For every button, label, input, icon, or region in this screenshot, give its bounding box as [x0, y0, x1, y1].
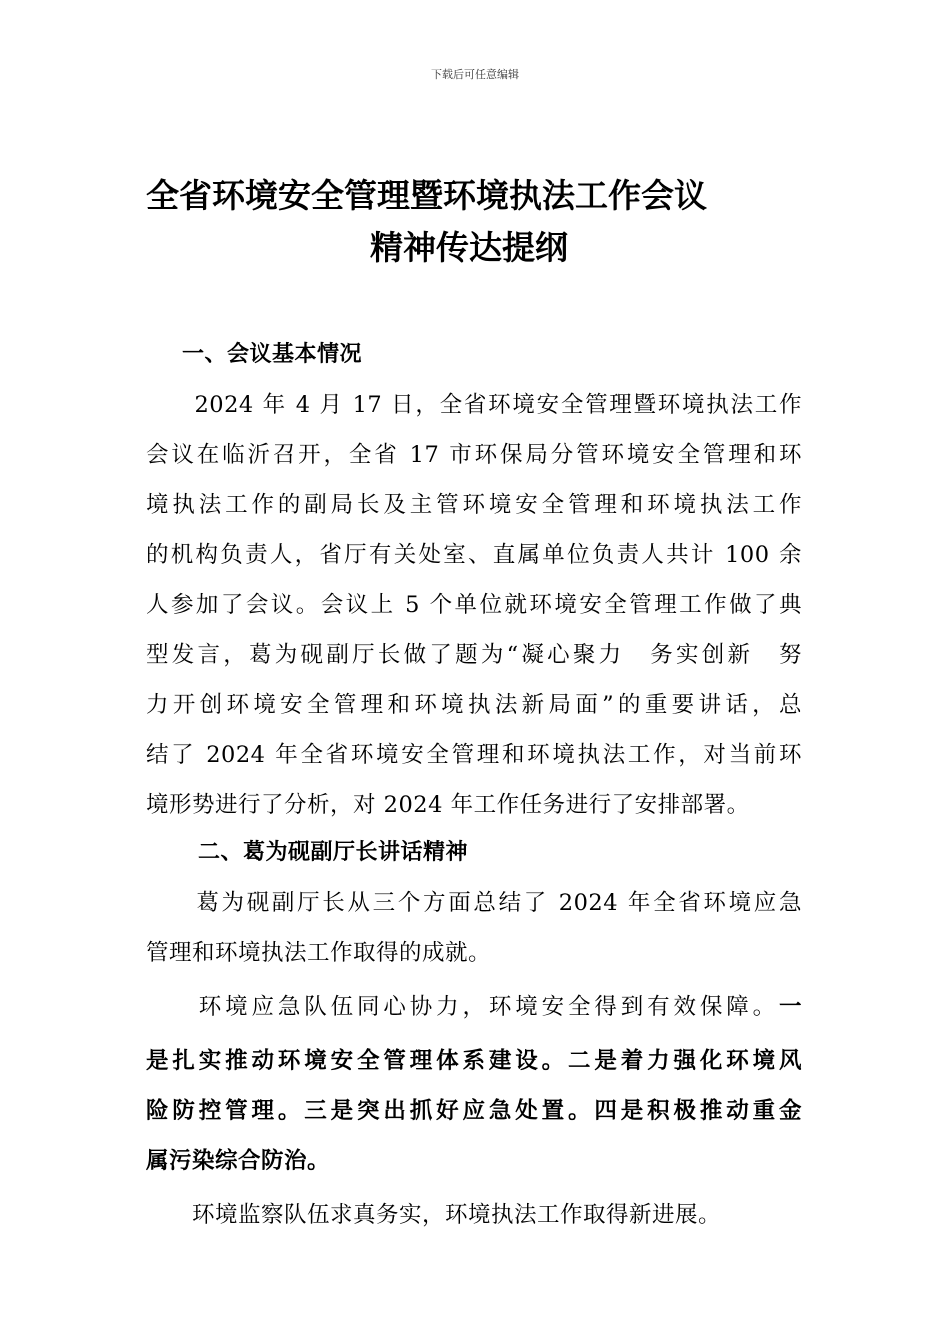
- section2: [146, 828, 802, 1244]
- paragraph-line: 结了 2024 年全省环境安全管理和环境执法工作，对当前环: [146, 742, 802, 768]
- paragraph-line: 型发言，葛为砚副厅长做了题为“凝心聚力 务实创新 努: [146, 642, 802, 668]
- paragraph-line: 2024 年 4 月 17 日，全省环境安全管理暨环境执法工作: [146, 392, 802, 418]
- paragraph-line: 人参加了会议。会议上 5 个单位就环境安全管理工作做了典: [146, 592, 802, 618]
- document-title-line1: 全省环境安全管理暨环境执法工作会议: [146, 176, 707, 215]
- bold-paragraph-line: 是扎实推动环境安全管理体系建设。二是着力强化环境风: [146, 1048, 802, 1074]
- paragraph-line: 境执法工作的副局长及主管环境安全管理和环境执法工作: [146, 492, 802, 518]
- section1-heading: 一、会议基本情况: [182, 342, 363, 367]
- document-title-line2: 精神传达提纲: [370, 228, 568, 267]
- paragraph-line: [146, 978, 802, 1036]
- paragraph-line: 力开创环境安全管理和环境执法新局面”的重要讲话，总: [146, 692, 802, 718]
- paragraph-line: 环境监察队伍求真务实，环境执法工作取得新进展。: [146, 1202, 722, 1228]
- paragraph-line: 境形势进行了分析，对 2024 年工作任务进行了安排部署。: [146, 792, 750, 818]
- header-note: 下载后可任意编辑: [431, 68, 519, 81]
- paragraph-text: 环境应急队伍同心协力，环境安全得到有效保障。: [146, 994, 779, 1020]
- section1: [146, 330, 802, 830]
- section2-heading: 二、葛为砚副厅长讲话精神: [198, 840, 469, 865]
- bold-text: 一: [778, 994, 802, 1020]
- bold-paragraph-line: 险防控管理。三是突出抓好应急处置。四是积极推动重金: [146, 1098, 802, 1124]
- bold-paragraph-line: 属污染综合防治。: [146, 1148, 331, 1174]
- paragraph-line: 会议在临沂召开，全省 17 市环保局分管环境安全管理和环: [146, 442, 802, 468]
- paragraph-line: 的机构负责人，省厅有关处室、直属单位负责人共计 100 余: [146, 542, 802, 568]
- paragraph-line: 葛为砚副厅长从三个方面总结了 2024 年全省环境应急: [146, 890, 802, 916]
- paragraph-line: 管理和环境执法工作取得的成就。: [146, 940, 492, 966]
